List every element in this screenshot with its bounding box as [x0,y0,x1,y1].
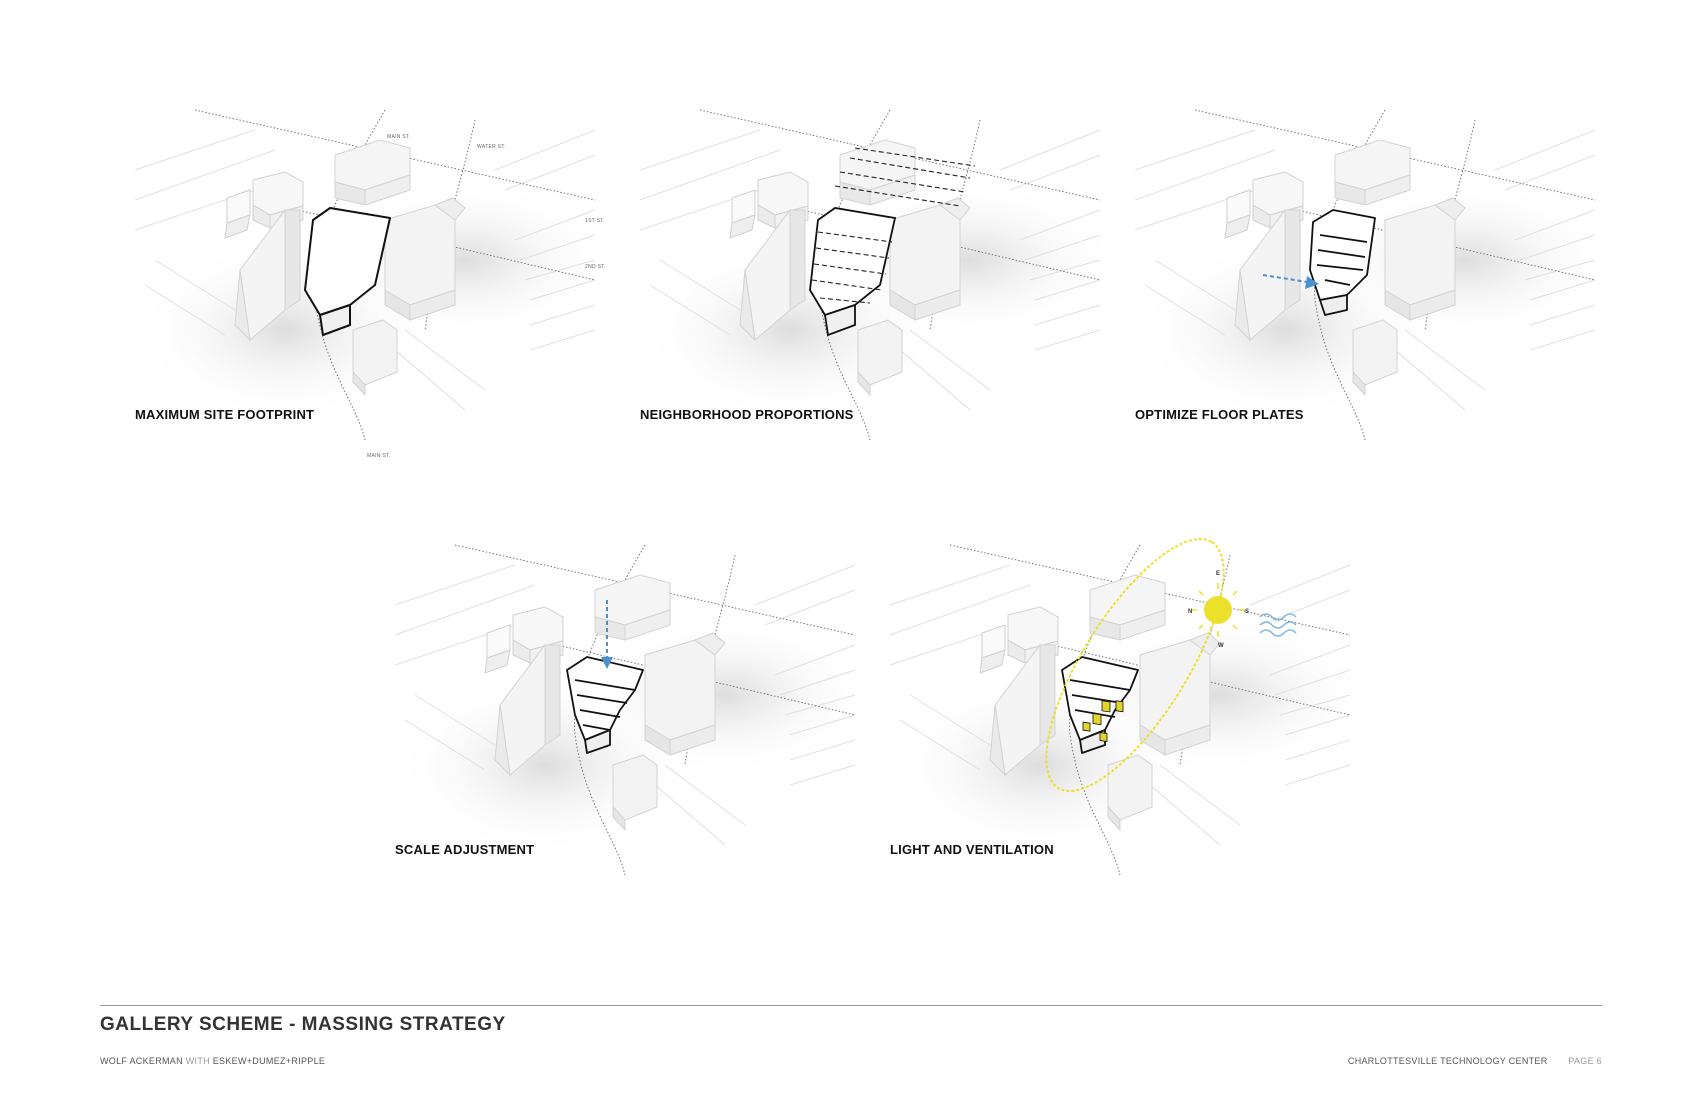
compass-north: N [1188,609,1193,615]
street-label-first: 1ST ST. [585,218,605,224]
compass-west: W [1218,643,1224,649]
site-axonometric [1135,110,1595,440]
footer-divider [100,1005,1602,1006]
caption: OPTIMIZE FLOOR PLATES [1135,407,1304,422]
site-axonometric [640,110,1100,440]
page-title: GALLERY SCHEME - MASSING STRATEGY [100,1014,506,1035]
with-text: WITH [185,1056,210,1066]
footer-credits [100,1056,325,1066]
diagram-optimize-floor-plates [1135,110,1595,440]
site-axonometric [135,110,606,459]
street-label-second: 2ND ST. [585,264,606,270]
partner-firm: ESKEW+DUMEZ+RIPPLE [212,1056,326,1066]
caption: LIGHT AND VENTILATION [890,842,1054,857]
project-name: CHARLOTTESVILLE TECHNOLOGY CENTER [1347,1056,1548,1066]
diagram-light-and-ventilation [890,545,1350,875]
footer-project [1348,1056,1602,1066]
site-axonometric [395,545,855,875]
firm-name: WOLF ACKERMAN [100,1056,183,1066]
caption: NEIGHBORHOOD PROPORTIONS [640,407,854,422]
diagram-neighborhood-proportions [640,110,1100,440]
street-label-water: WATER ST. [477,144,506,150]
compass-south: S [1245,609,1250,615]
street-label-main-bottom: MAIN ST. [367,453,391,459]
site-axonometric [890,545,1350,875]
compass-east: E [1216,571,1221,577]
diagram-maximum-site-footprint [135,110,606,459]
caption: SCALE ADJUSTMENT [395,842,535,857]
street-label-main-top: MAIN ST. [387,134,411,140]
caption: MAXIMUM SITE FOOTPRINT [135,407,315,422]
page-number: PAGE 6 [1568,1056,1602,1066]
diagram-scale-adjustment [395,545,855,875]
